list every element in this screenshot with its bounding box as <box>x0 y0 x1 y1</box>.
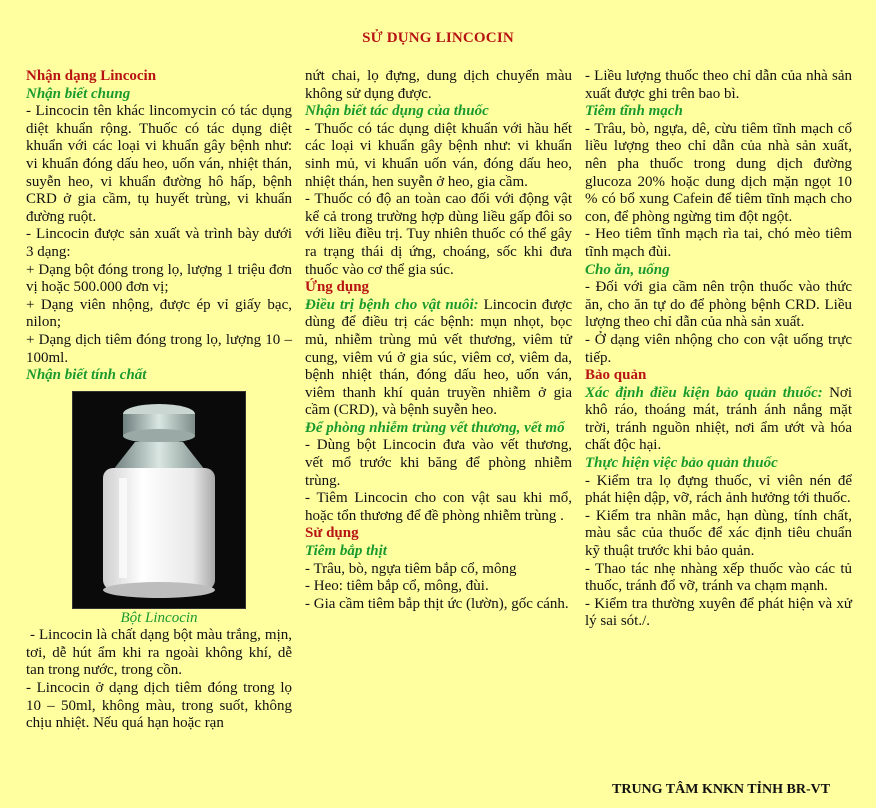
paragraph-conditions <box>585 385 852 455</box>
lincocin-powder-jar-image <box>72 391 246 609</box>
paragraph-treatment <box>305 297 572 420</box>
heading-storage: Bảo quản <box>585 367 647 384</box>
heading-apply: Ứng dụng <box>305 279 370 296</box>
heading-identify: Nhận dạng Lincocin <box>26 68 157 84</box>
paragraph: - Đối với gia cầm nên trộn thuốc vào thức ăn, cho ăn tự do để phòng bệnh CRD. Liều lượng theo chỉ dẫn của nhà sản xuất. <box>585 279 852 331</box>
heading-practice: Thực hiện việc bảo quản thuốc <box>585 455 778 472</box>
paragraph: - Ở dạng viên nhộng cho con vật uống trực tiếp. <box>585 331 852 366</box>
paragraph: - Lincocin được sản xuất và trình bày dưới 3 dạng: <box>26 226 292 260</box>
photo-caption: Bột Lincocin <box>120 609 198 626</box>
treatment-lead: Điều trị bệnh cho vật nuôi: <box>305 296 479 313</box>
heading-intravenous: Tiêm tĩnh mạch <box>585 103 683 120</box>
paragraph: - Kiểm tra lọ đựng thuốc, vỉ viên nén để phát hiện dập, vỡ, rách ảnh hưởng tới thuốc. <box>585 472 852 507</box>
paragraph: + Dạng viên nhộng, được ép vỉ giấy bạc, nilon; <box>26 296 292 331</box>
conditions-text: Nơi khô ráo, thoáng mát, tránh ánh nắng mặt trời, tránh nguồn nhiệt, nơi ẩm ướt và hóa chất độc hại. <box>585 384 853 454</box>
paragraph: - Kiểm tra thường xuyên để phát hiện và xử lý sai sót./. <box>585 595 852 630</box>
paragraph: - Lincocin ở dạng dịch tiêm đóng trong lọ 10 – 50ml, không màu, trong suốt, không chịu nhiệt. Nếu quá hạn hoặc rạn <box>26 680 292 732</box>
paragraph: + Dạng bột đóng trong lọ, lượng 1 triệu đơn vị hoặc 500.000 đơn vị; <box>26 261 292 296</box>
paragraph: - Trâu, bò, ngựa tiêm bắp cổ, mông <box>305 560 517 577</box>
paragraph: - Trâu, bò, ngựa, dê, cừu tiêm tĩnh mạch cổ liều lượng theo chỉ dẫn của nhà sản xuất, nên pha thuốc trong dung dịch đường glucoza 20% hoặc dung dịch mặn ngọt 10 % có bổ xung Cafein để tiêm tĩnh mạch cho con, để phòng ngừng tim đột ngột. <box>585 120 852 225</box>
photo-figure <box>26 391 292 609</box>
heading-effect: Nhận biết tác dụng của thuốc <box>305 103 489 120</box>
column-1 <box>26 68 296 733</box>
paragraph: - Thao tác nhẹ nhàng xếp thuốc vào các tủ thuốc, tránh đổ vỡ, tránh va chạm mạnh. <box>585 560 852 595</box>
paragraph: - Thuốc có tác dụng diệt khuẩn với hầu hết các loại vi khuẩn gây bệnh như: vi khuẩn sinh mủ, vi khuẩn uốn ván, đóng dấu heo, nhiệt thán, hen suyễn ở heo, gia cầm. <box>305 120 572 190</box>
paragraph: - Lincocin là chất dạng bột màu trắng, mịn, tơi, dễ hút ẩm khi ra ngoài không khí, dễ tan trong nước, trong cồn. <box>26 627 296 679</box>
paragraph: - Gia cầm tiêm bắp thịt ức (lườn), gốc cánh. <box>305 595 569 612</box>
paragraph: - Liều lượng thuốc theo chỉ dẫn của nhà sản xuất được ghi trên bao bì. <box>585 68 852 102</box>
paragraph: - Heo: tiêm bắp cổ, mông, đùi. <box>305 578 489 595</box>
heading-oral: Cho ăn, uống <box>585 261 670 278</box>
heading-property: Nhận biết tính chất <box>26 367 147 384</box>
paragraph: - Heo tiêm tĩnh mạch rìa tai, chó mèo tiêm tĩnh mạch đùi. <box>585 226 852 260</box>
paragraph: + Dạng dịch tiêm đóng trong lọ, lượng 10 – 100ml. <box>26 331 292 366</box>
page-title: SỬ DỤNG LINCOCIN <box>362 30 514 46</box>
paragraph: nứt chai, lọ đựng, dung dịch chuyển màu không sử dụng được. <box>305 68 572 102</box>
paragraph: - Lincocin tên khác lincomycin có tác dụng diệt khuẩn rộng. Thuốc có tác dụng diệt khuẩn với các loại vi khuẩn gây bệnh như: vi khuẩn đóng dấu heo, uốn ván, nhiệt thán, suyễn heo, vi khuẩn đường hô hấp, bệnh CRD ở gia cầm, tụ huyết trùng, vi khuẩn đường ruột. <box>26 103 292 225</box>
paragraph: - Dùng bột Lincocin đưa vào vết thương, vết mổ trước khi băng để phòng nhiễm trùng. <box>305 437 572 489</box>
paragraph: - Tiêm Lincocin cho con vật sau khi mổ, hoặc tổn thương để đề phòng nhiễm trùng . <box>305 490 572 524</box>
heading-intramuscular: Tiêm bắp thịt <box>305 543 387 560</box>
conditions-lead: Xác định điều kiện bảo quản thuốc: <box>585 384 823 401</box>
heading-general: Nhận biết chung <box>26 85 131 102</box>
paragraph: - Thuốc có độ an toàn cao đối với động vật kể cả trong trường hợp dùng liều gấp đôi so với liều điều trị. Tuy nhiên thuốc có thể gây ra trạng thái dị ứng, choáng, sốc khi đưa thuốc vào cơ thể gia súc. <box>305 191 572 278</box>
column-3 <box>585 68 852 631</box>
paragraph: - Kiểm tra nhãn mắc, hạn dùng, tính chất, màu sắc của thuốc để xác định tiêu chuẩn kỹ thuật trước khi bảo quản. <box>585 507 852 560</box>
footer-organization: TRUNG TÂM KNKN TỈNH BR-VT <box>612 782 831 797</box>
heading-use: Sử dụng <box>305 525 359 542</box>
heading-prevent: Để phòng nhiễm trùng vết thương, vết mổ <box>305 419 565 436</box>
column-2 <box>305 68 572 613</box>
treatment-text: Lincocin được dùng để điều trị các bệnh: mụn nhọt, bọc mủ, nhiễm trùng mủ vết thương, viêm tử cung, viêm vú ở gia súc, viêm cơ, viêm da, bệnh nhiệt thán, đóng dấu heo, uốn ván, viêm thanh khí quản truyền nhiễm ở gia cầm (CRD), và bệnh suyễn heo. <box>305 296 572 419</box>
